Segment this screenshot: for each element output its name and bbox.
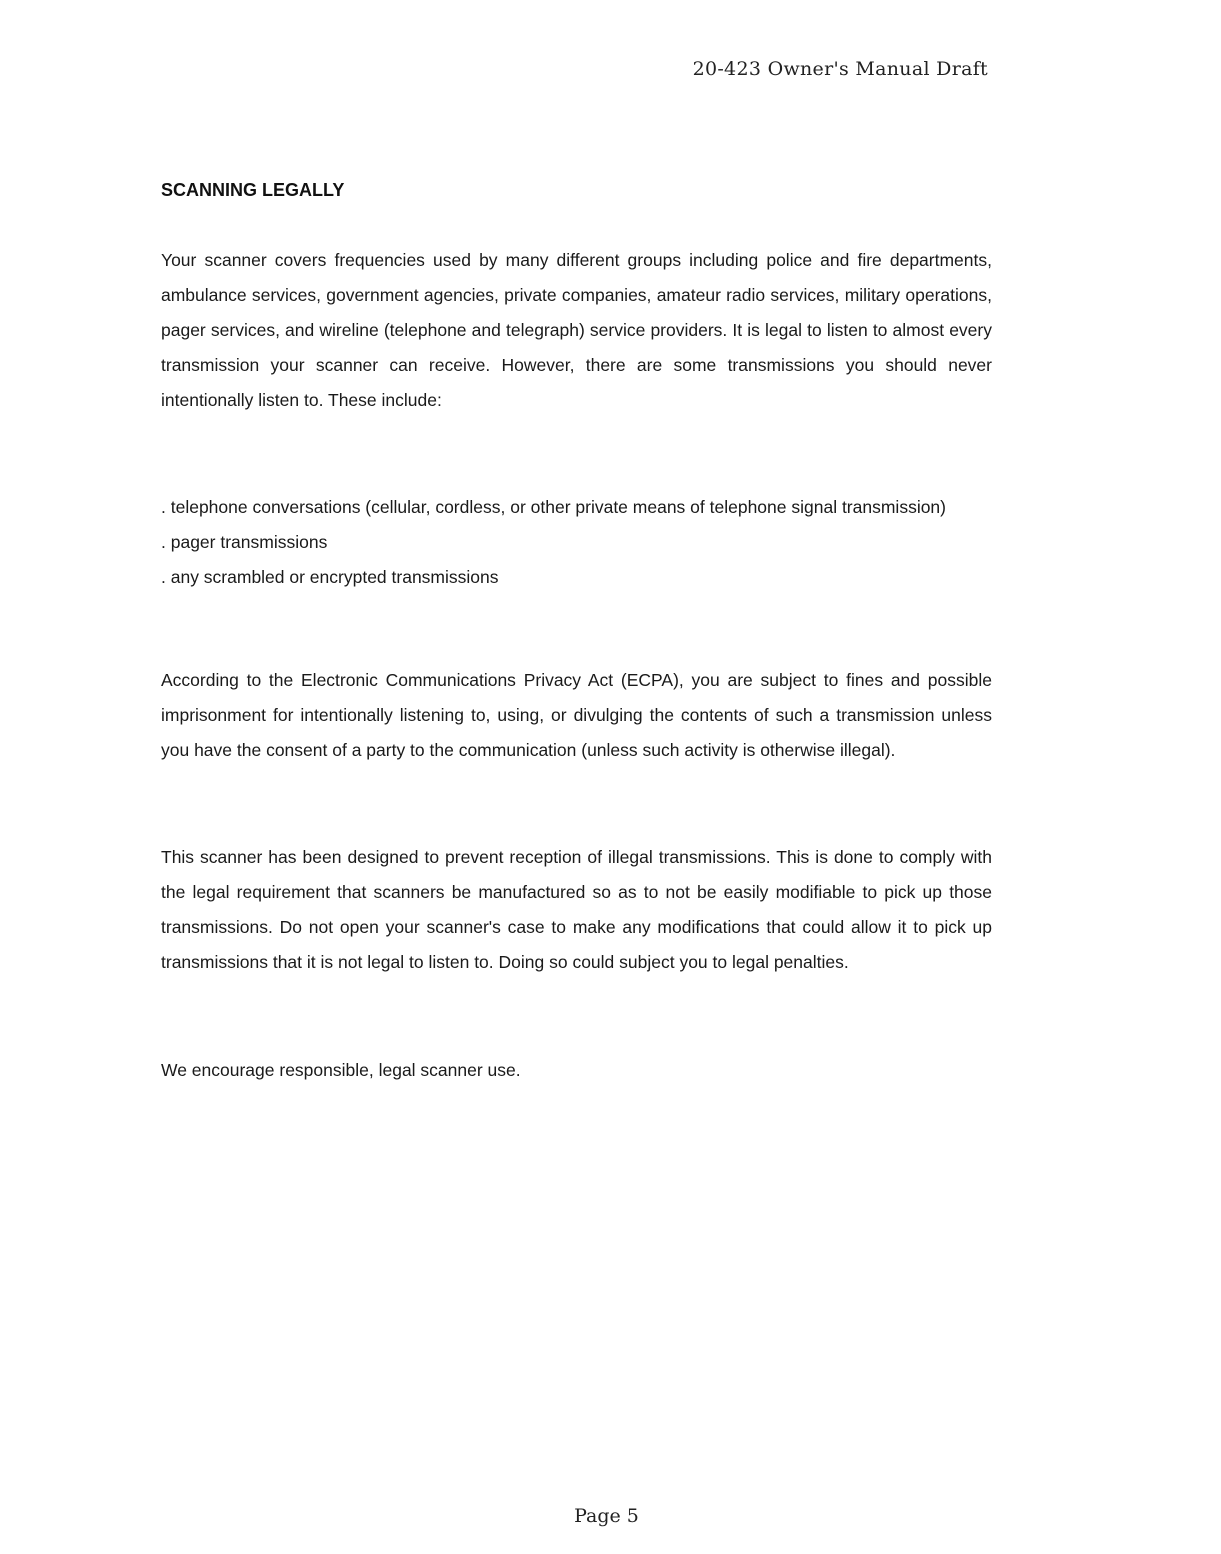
bullet-list (161, 490, 992, 595)
list-item: . pager transmissions (161, 532, 328, 552)
intro-paragraph: Your scanner covers frequencies used by many different groups including police and fire departments, ambulance services, government agencies, private companies, amateur radio services, military operations, pager services, and wireline (telephone and telegraph) service providers. It is legal to listen to almost every transmission your scanner can receive. However, there are some transmissions you should never intentionally listen to. These include: (161, 250, 992, 410)
list-item: . any scrambled or encrypted transmissions (161, 567, 499, 587)
section-title: SCANNING LEGALLY (161, 180, 345, 200)
running-header: 20-423 Owner's Manual Draft (692, 58, 988, 80)
page-number: Page 5 (574, 1505, 639, 1527)
closing-paragraph: We encourage responsible, legal scanner use. (161, 1060, 521, 1080)
list-item: . telephone conversations (cellular, cordless, or other private means of telephone signal transmission) (161, 497, 946, 517)
ecpa-paragraph: According to the Electronic Communications Privacy Act (ECPA), you are subject to fines and possible imprisonment for intentionally listening to, using, or divulging the contents of such a transmission unless you have the consent of a party to the communication (unless such activity is otherwise illegal). (161, 670, 992, 760)
design-paragraph: This scanner has been designed to prevent reception of illegal transmissions. This is done to comply with the legal requirement that scanners be manufactured so as to not be easily modifiable to pick up those transmissions. Do not open your scanner's case to make any modifications that could allow it to pick up transmissions that it is not legal to listen to. Doing so could subject you to legal penalties. (161, 847, 992, 972)
page-footer (0, 1505, 1221, 1527)
